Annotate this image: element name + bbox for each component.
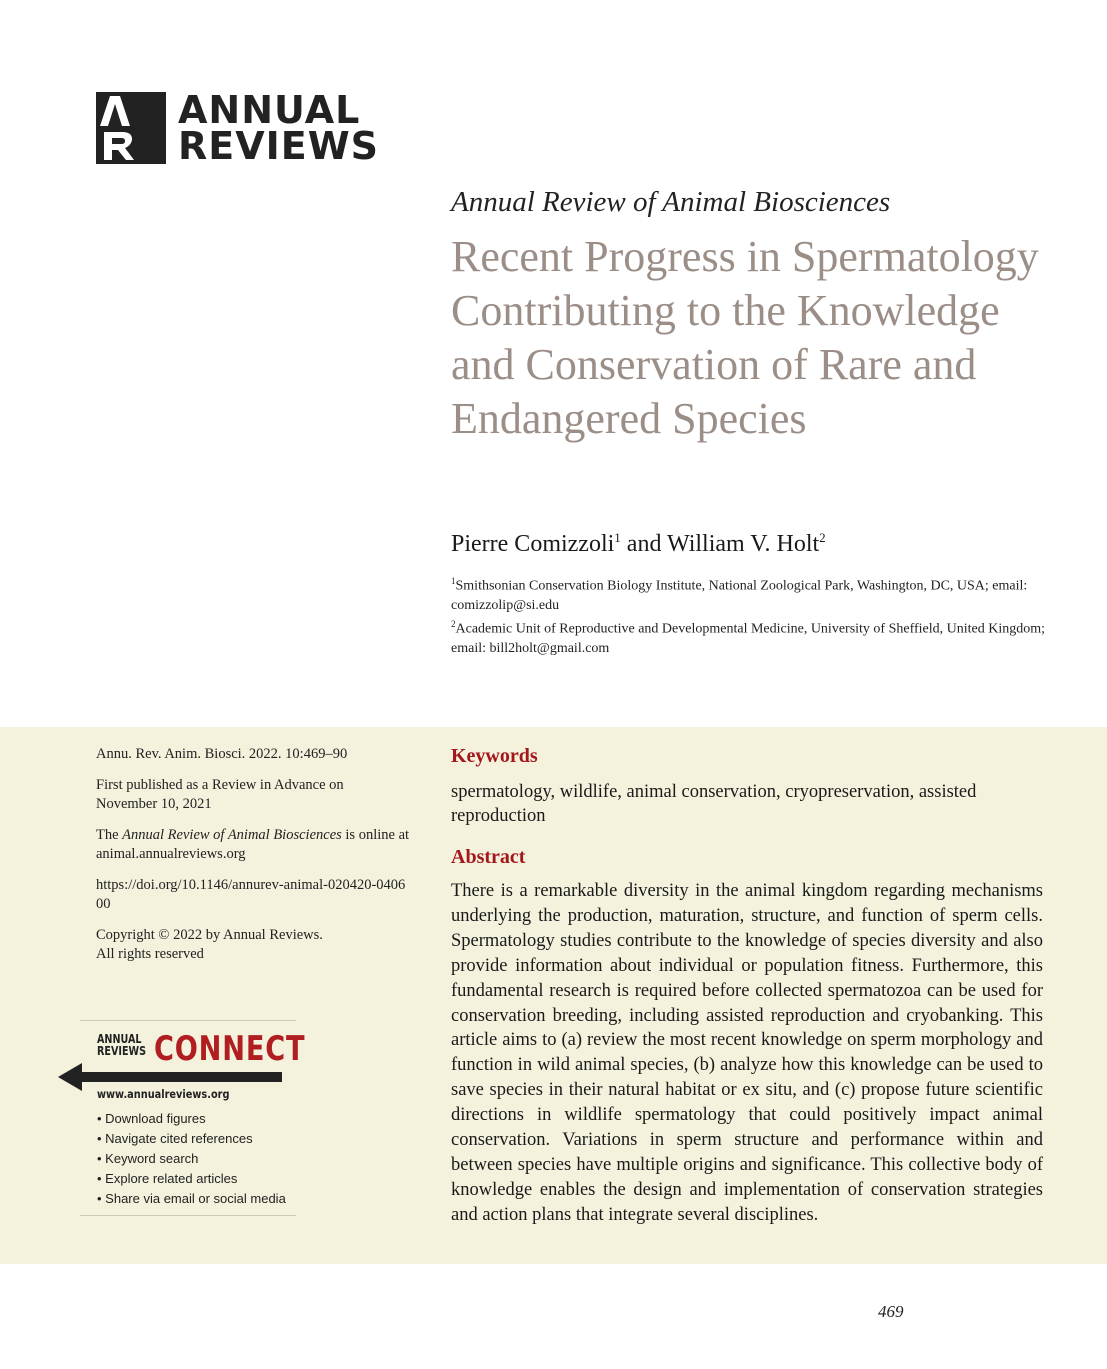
affiliation-1-sup: 1 [451, 576, 456, 586]
author-2[interactable]: William V. Holt [667, 531, 820, 557]
logo-line-annual: ANNUAL [178, 88, 361, 132]
affiliation-2-sup: 2 [451, 619, 456, 629]
connect-small-logo [97, 1033, 146, 1057]
list-item: • Keyword search [97, 1151, 199, 1166]
list-item: • Download figures [97, 1111, 206, 1126]
author-and: and [620, 531, 668, 557]
connect-title: CONNECT [154, 1029, 306, 1069]
journal-name: Annual Review of Animal Biosciences [451, 186, 891, 218]
abstract-heading: Abstract [451, 846, 526, 868]
author-2-sup: 2 [819, 530, 826, 545]
connect-feature-list [97, 1109, 286, 1209]
list-item: • Navigate cited references [97, 1131, 253, 1146]
page-number: 469 [878, 1302, 904, 1321]
annual-reviews-logo [96, 88, 380, 168]
author-line [451, 530, 826, 558]
abstract-text: There is a remarkable diversity in the animal kingdom regarding mechanisms underlying the production, maturation, structure, and function of sperm cells. Spermatology studies contribute to the knowledge of species diversity and also provide information about individual or population fitness. Furthermore, this fundamental research is required before collected spermatozoa can be used for conservation breeding, including assisted reproduction and cryobanking. This article aims to (a) review the most recent knowledge on sperm morphology and function in wild animal species, (b) analyze how this knowledge can be used to save species in their natural habitat or ex situ, and (c) propose future scientific directions in wildlife spermatology that could positively impact animal conservation. Variations in sperm structure and performance within and between species have multiple origins and significance. This collective body of knowledge enables the design and implementation of conservation strategies and action plans that integrate several disciplines. [451, 881, 1043, 1225]
keywords-text: spermatology, wildlife, animal conservation, cryopreservation, assisted reproduction [451, 782, 977, 826]
list-item: • Share via email or social media [97, 1191, 286, 1206]
annual-reviews-connect-box[interactable] [80, 1020, 306, 1216]
online-journal: Annual Review of Animal Biosciences [122, 827, 342, 843]
logo-line-reviews: REVIEWS [178, 124, 380, 168]
online-suffix: is online at animal.annualreviews.org [96, 827, 410, 862]
affiliation-2 [451, 615, 1061, 658]
connect-small-line2: REVIEWS [97, 1044, 147, 1058]
ar-logo-mark-icon [96, 92, 166, 164]
list-item: • Explore related articles [97, 1171, 238, 1186]
connect-url[interactable]: www.annualreviews.org [97, 1087, 230, 1101]
copyright: Copyright © 2022 by Annual Reviews. [96, 927, 323, 943]
affiliation-1 [451, 572, 1061, 615]
affiliation-2-text: Academic Unit of Reproductive and Developmental Medicine, University of Sheffield, United Kingdom; email: bill2holt@gmail.com [451, 621, 1046, 656]
rights: All rights reserved [96, 946, 204, 962]
article-title: Recent Progress in Spermatology Contributing to the Knowledge and Conservation of Rare and Endangered Species [451, 232, 1039, 443]
author-1[interactable]: Pierre Comizzoli [451, 531, 615, 557]
doi-link[interactable]: https://doi.org/10.1146/annurev-animal-020420-040600 [96, 877, 406, 912]
keywords-heading: Keywords [451, 745, 538, 767]
logo-wordmark [178, 88, 380, 168]
online-prefix: The [96, 827, 123, 843]
author-1-sup: 1 [614, 530, 621, 545]
first-published: First published as a Review in Advance on November 10, 2021 [96, 777, 344, 812]
online-info [96, 826, 416, 864]
connect-small-line1: ANNUAL [97, 1032, 142, 1046]
affiliation-1-text: Smithsonian Conservation Biology Institute, National Zoological Park, Washington, DC, USA; email: comizzolip@si.edu [451, 578, 1028, 613]
citation: Annu. Rev. Anim. Biosci. 2022. 10:469–90 [96, 746, 348, 762]
